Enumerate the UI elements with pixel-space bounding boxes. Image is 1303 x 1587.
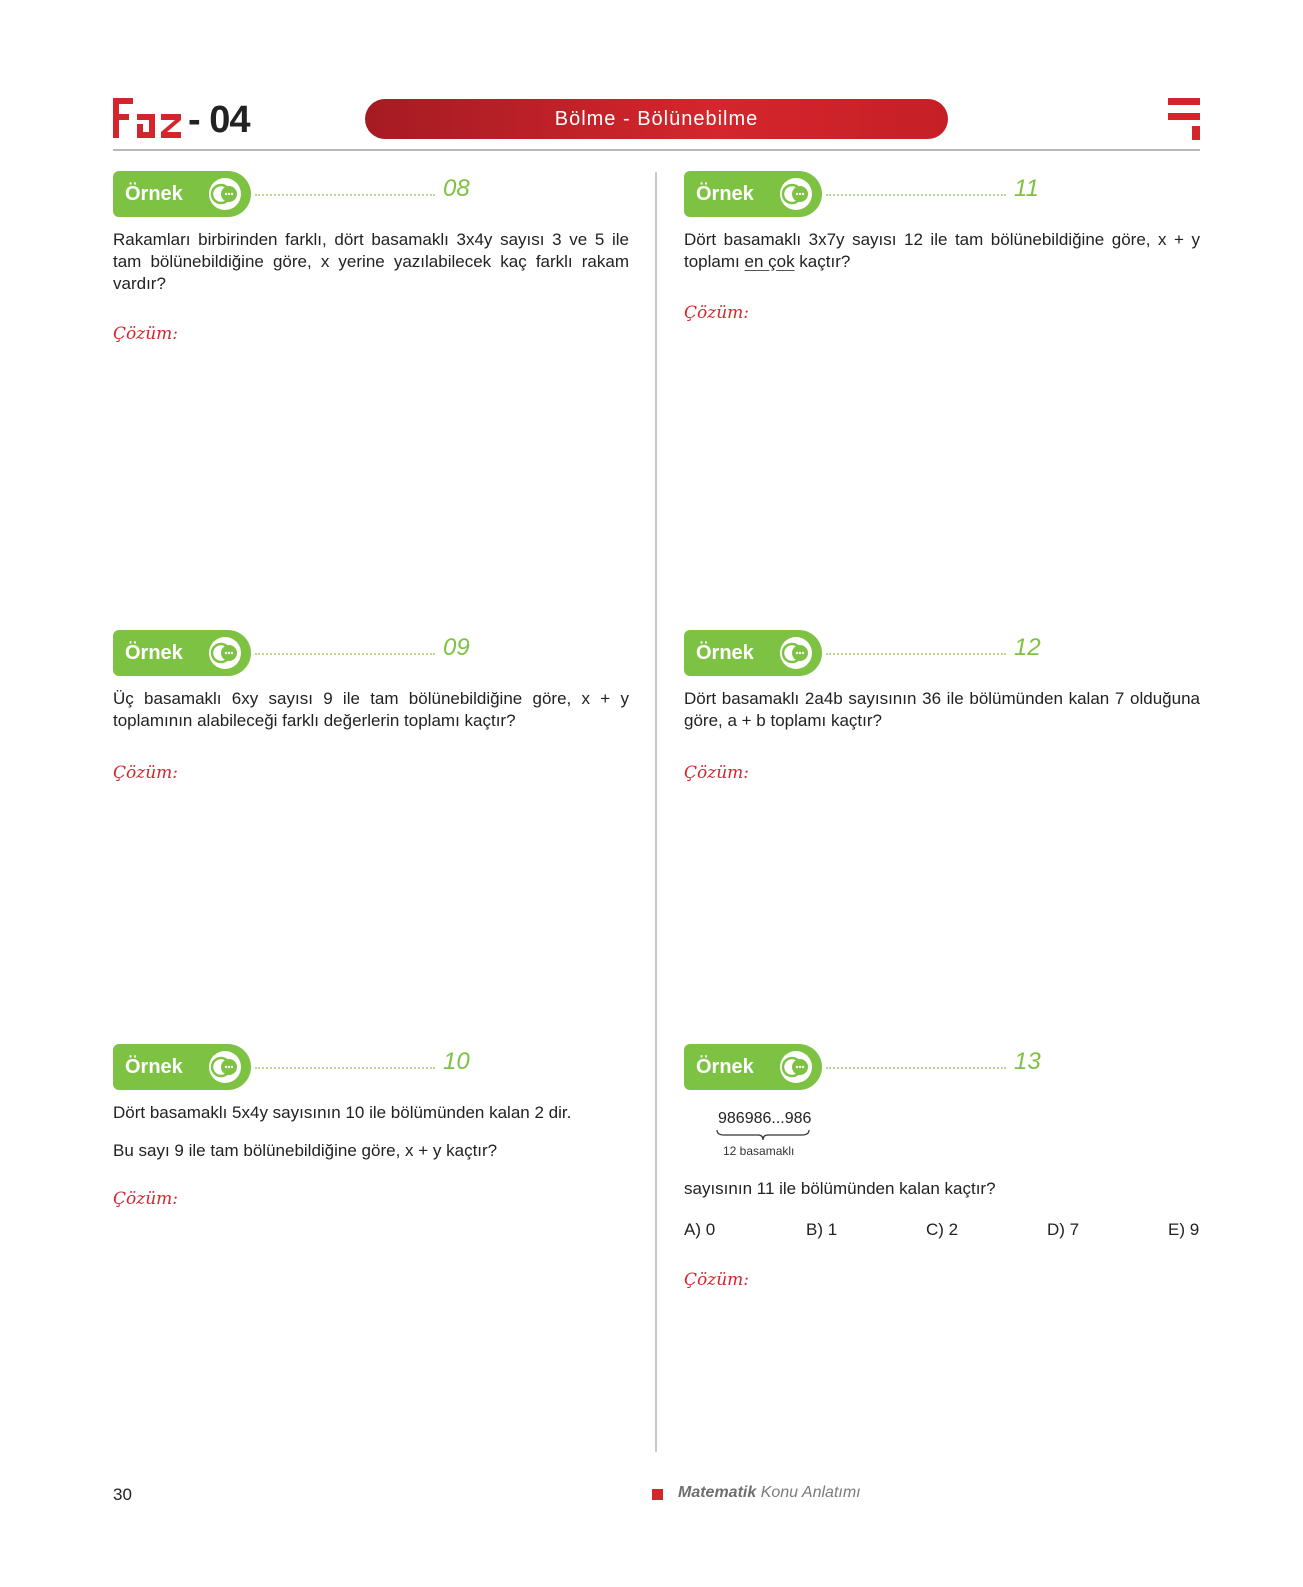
dotted-leader xyxy=(826,653,1006,655)
chat-bubbles-icon xyxy=(208,177,242,211)
solution-label: Çözüm: xyxy=(684,303,749,323)
dotted-leader xyxy=(255,194,435,196)
choice-d[interactable]: D) 7 xyxy=(1047,1220,1080,1239)
underbrace-icon xyxy=(716,1128,810,1142)
badge-label: Örnek xyxy=(696,183,754,205)
emphasis-underline: en çok xyxy=(744,252,795,271)
badge-label: Örnek xyxy=(696,1056,754,1078)
example-badge xyxy=(684,1044,822,1090)
solution-label: Çözüm: xyxy=(113,763,178,783)
header-divider xyxy=(113,149,1200,151)
footer-book-title xyxy=(678,1484,861,1502)
dotted-leader xyxy=(255,1067,435,1069)
badge-label: Örnek xyxy=(696,642,754,664)
dotted-leader xyxy=(826,1067,1006,1069)
chat-bubbles-icon xyxy=(779,636,813,670)
chat-bubbles-icon xyxy=(208,1050,242,1084)
repeating-number: 986986...986 xyxy=(718,1110,812,1127)
solution-label: Çözüm: xyxy=(113,324,178,344)
badge-label: Örnek xyxy=(125,642,183,664)
example-header-12 xyxy=(684,630,1041,678)
example-header-09 xyxy=(113,630,470,678)
choice-b[interactable]: B) 1 xyxy=(806,1220,838,1239)
choice-e[interactable]: E) 9 xyxy=(1168,1220,1200,1239)
example-badge xyxy=(684,171,822,217)
example-badge xyxy=(113,171,251,217)
dotted-leader xyxy=(255,653,435,655)
faz-logo xyxy=(113,98,183,138)
faz-number: - 04 xyxy=(188,99,250,141)
example-badge xyxy=(113,1044,251,1090)
solution-label: Çözüm: xyxy=(113,1189,178,1209)
example-number: 10 xyxy=(443,1048,470,1075)
example-header-10 xyxy=(113,1044,470,1092)
footer-subject: Matematik xyxy=(678,1484,757,1501)
example-number: 13 xyxy=(1014,1048,1041,1075)
question-text-11-part1: Dört basamaklı 3x7y sayısı 12 ile tam bölünebildiğine göre, x + y toplamı xyxy=(684,230,1200,271)
question-text-08: Rakamları birbirinden farklı, dört basamaklı 3x4y sayısı 3 ve 5 ile tam bölünebildiğine göre, x yerine yazılabilecek kaç farklı rakam vardır? xyxy=(113,230,629,293)
solution-label: Çözüm: xyxy=(684,1270,749,1290)
example-number: 12 xyxy=(1014,634,1041,661)
chat-bubbles-icon xyxy=(779,177,813,211)
example-header-11 xyxy=(684,171,1039,219)
question-text-13: sayısının 11 ile bölümünden kalan kaçtır? xyxy=(684,1179,996,1198)
example-header-08 xyxy=(113,171,470,219)
question-text-11 xyxy=(684,229,1200,273)
column-divider xyxy=(655,172,657,1452)
example-badge xyxy=(684,630,822,676)
question-text-10-line1: Dört basamaklı 5x4y sayısının 10 ile bölümünden kalan 2 dir. xyxy=(113,1103,572,1122)
chat-bubbles-icon xyxy=(208,636,242,670)
choice-c[interactable]: C) 2 xyxy=(926,1220,959,1239)
dotted-leader xyxy=(826,194,1006,196)
example-header-13 xyxy=(684,1044,1041,1092)
choice-a[interactable]: A) 0 xyxy=(684,1220,716,1239)
page-number: 30 xyxy=(113,1485,132,1504)
footer-square-icon xyxy=(652,1489,663,1500)
question-text-11-part2: kaçtır? xyxy=(794,252,851,271)
digit-count-label: 12 basamaklı xyxy=(723,1144,795,1158)
chat-bubbles-icon xyxy=(779,1050,813,1084)
badge-label: Örnek xyxy=(125,1056,183,1078)
example-number: 09 xyxy=(443,634,470,661)
example-badge xyxy=(113,630,251,676)
question-text-10-line2: Bu sayı 9 ile tam bölünebildiğine göre, x + y kaçtır? xyxy=(113,1141,498,1160)
example-number: 08 xyxy=(443,175,470,202)
example-number: 11 xyxy=(1014,175,1039,202)
question-text-09: Üç basamaklı 6xy sayısı 9 ile tam bölünebildiğine göre, x + y toplamının alabileceği farklı değerlerin toplamı kaçtır? xyxy=(113,689,629,730)
footer-subtitle: Konu Anlatımı xyxy=(756,1484,861,1501)
badge-label: Örnek xyxy=(125,183,183,205)
chapter-title: Bölme - Bölünebilme xyxy=(365,99,948,139)
solution-label: Çözüm: xyxy=(684,763,749,783)
brand-mark-icon xyxy=(1168,98,1200,140)
question-text-12: Dört basamaklı 2a4b sayısının 36 ile bölümünden kalan 7 olduğuna göre, a + b toplamı kaçtır? xyxy=(684,689,1200,730)
